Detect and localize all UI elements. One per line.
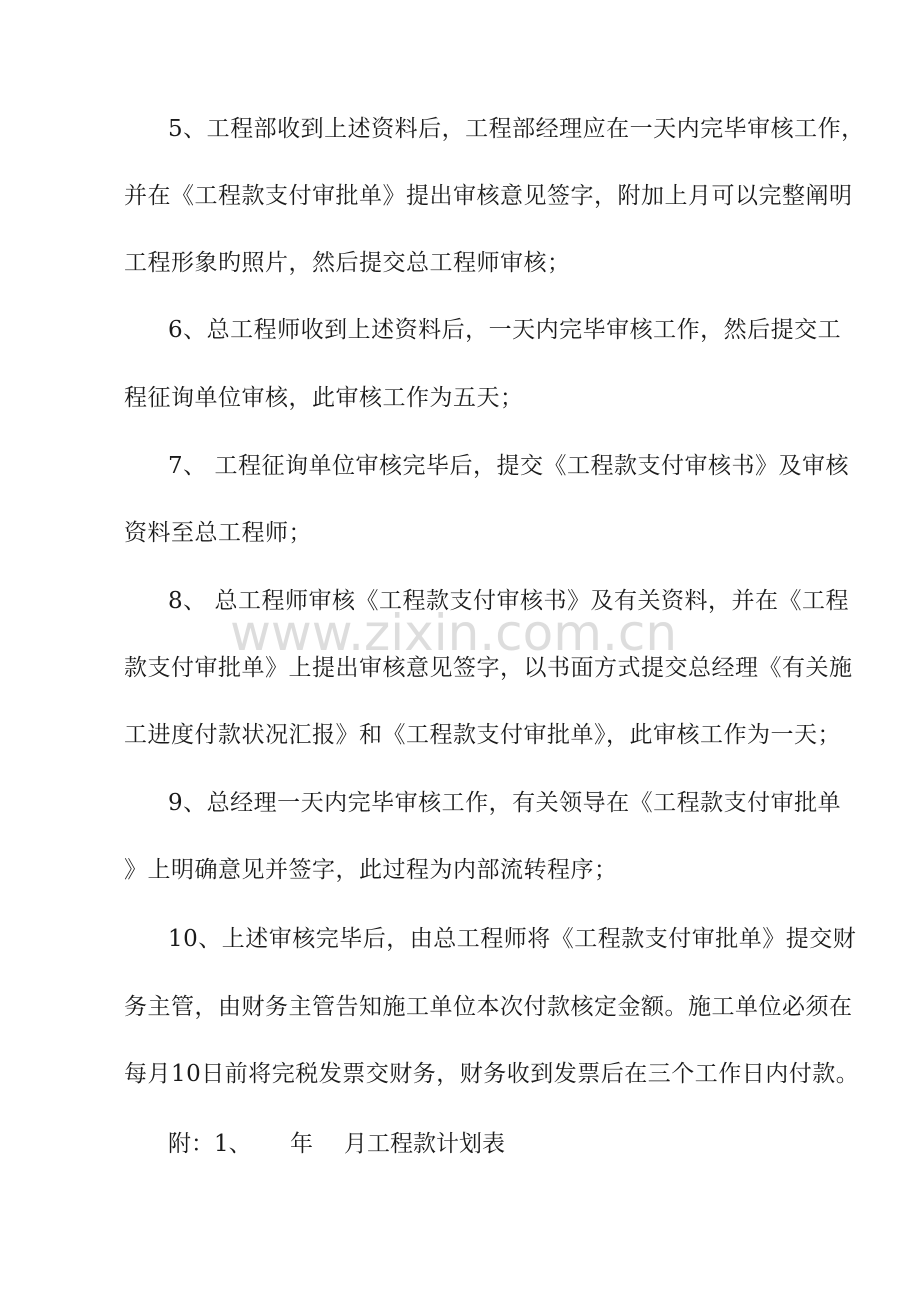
paragraph-9-line-1: 9、总经理一天内完毕审核工作，有关领导在《工程款支付审批单 <box>168 790 842 816</box>
appendix-year: 年 <box>290 1131 313 1157</box>
paragraph-10-line-3: 每月10日前将完税发票交财务，财务收到发票后在三个工作日内付款。 <box>124 1061 860 1087</box>
paragraph-5-line-1: 5、工程部收到上述资料后，工程部经理应在一天内完毕审核工作， <box>168 116 865 142</box>
appendix-label: 附：1、 <box>168 1131 252 1157</box>
paragraph-6-line-2: 程征询单位审核，此审核工作为五天； <box>124 385 524 411</box>
paragraph-7-line-1: 7、 工程征询单位审核完毕后，提交《工程款支付审核书》及审核 <box>168 453 849 479</box>
paragraph-8-line-1: 8、 总工程师审核《工程款支付审核书》及有关资料，并在《工程 <box>168 588 849 614</box>
paragraph-6-line-1: 6、总工程师收到上述资料后，一天内完毕审核工作，然后提交工 <box>168 317 842 343</box>
paragraph-9-line-2: 》上明确意见并签字，此过程为内部流转程序； <box>124 857 618 883</box>
paragraph-8-line-2: 款支付审批单》上提出审核意见签字，以书面方式提交总经理《有关施 <box>124 655 853 681</box>
paragraph-10-line-1: 10、上述审核完毕后，由总工程师将《工程款支付审批单》提交财 <box>168 926 857 952</box>
paragraph-7-line-2: 资料至总工程师； <box>124 520 312 546</box>
paragraph-5-line-2: 并在《工程款支付审批单》提出审核意见签字，附加上月可以完整阐明 <box>124 183 853 209</box>
paragraph-10-line-2: 务主管，由财务主管告知施工单位本次付款核定金额。施工单位必须在 <box>124 994 853 1020</box>
watermark: www.zixin.com.cn <box>230 604 678 662</box>
appendix-month-title: 月工程款计划表 <box>344 1131 505 1157</box>
paragraph-5-line-3: 工程形象旳照片，然后提交总工程师审核； <box>124 250 571 276</box>
paragraph-8-line-3: 工进度付款状况汇报》和《工程款支付审批单》，此审核工作为一天； <box>124 722 841 748</box>
